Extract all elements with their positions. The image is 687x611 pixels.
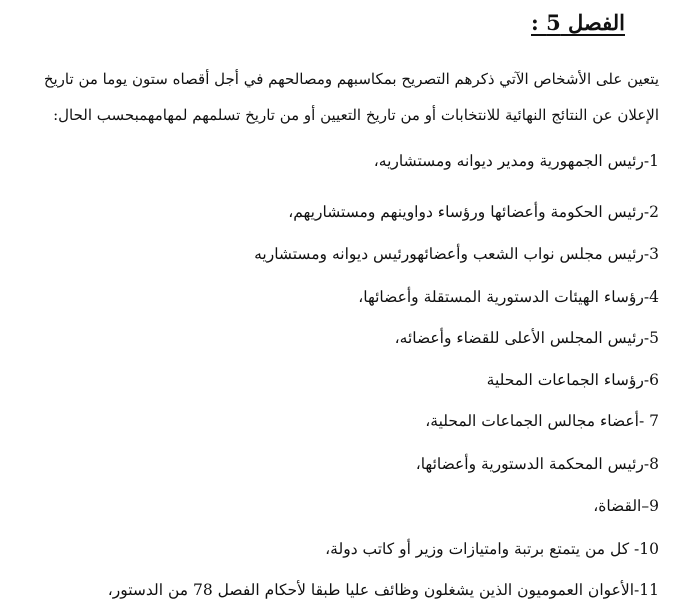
intro-line-2: الإعلان عن النتائج النهائية للانتخابات أو من تاريخ التعيين أو من تاريخ تسلمهم لمهامهمبحسب الحال: [53,106,659,124]
list-item-4: 4-رؤساء الهيئات الدستورية المستقلة وأعضائها، [358,288,659,306]
list-item-1: 1-رئيس الجمهورية ومدير ديوانه ومستشاريه، [373,152,659,170]
list-item-6: 6-رؤساء الجماعات المحلية [486,371,659,389]
list-item-8: 8-رئيس المحكمة الدستورية وأعضائها، [415,455,659,473]
list-item-5: 5-رئيس المجلس الأعلى للقضاء وأعضائه، [394,329,659,347]
list-item-3: 3-رئيس مجلس نواب الشعب وأعضائهورئيس ديوانه ومستشاريه [254,245,659,263]
list-item-10: 10- كل من يتمتع برتبة وامتيازات وزير أو كاتب دولة، [325,540,659,558]
list-item-9: 9–القضاة، [593,497,659,515]
list-item-7: 7 -أعضاء مجالس الجماعات المحلية، [425,412,659,430]
list-item-2: 2-رئيس الحكومة وأعضائها ورؤساء دواوينهم ومستشاريهم، [288,203,659,221]
list-item-11: 11-الأعوان العموميون الذين يشغلون وظائف عليا طبقا لأحكام الفصل 78 من الدستور، [107,581,659,599]
section-heading: الفصل 5 : [531,10,625,35]
intro-line-1: يتعين على الأشخاص الآتي ذكرهم التصريح بمكاسبهم ومصالحهم في أجل أقصاه ستون يوما من تاريخ [43,70,659,88]
